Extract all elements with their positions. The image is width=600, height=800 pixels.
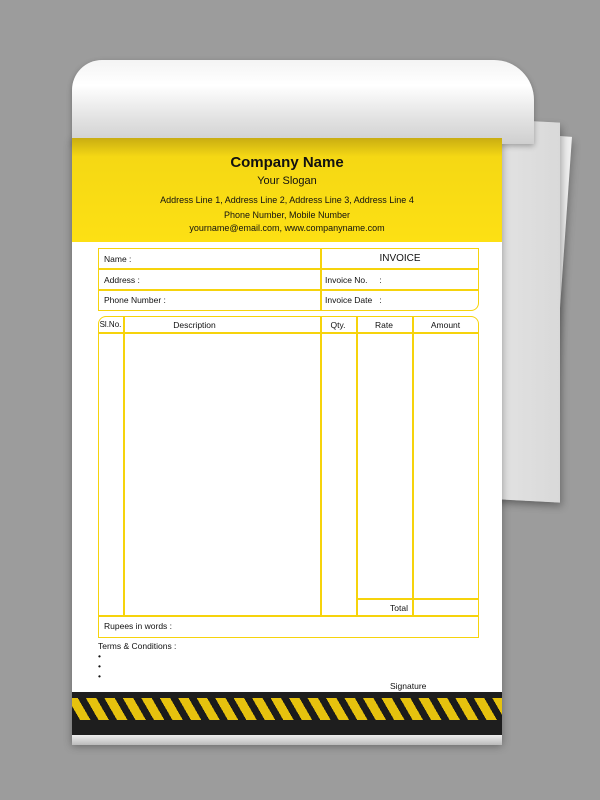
slogan: Your Slogan [257,175,317,187]
invoice-title: INVOICE [379,253,421,264]
signature-label: Signature [390,681,427,691]
col-description: Description [173,320,216,330]
divider [98,332,479,334]
divider [98,289,479,291]
invoice-no-label: Invoice No. : [325,275,382,285]
terms-bullet: • [98,651,101,661]
col-amount: Amount [430,320,461,330]
company-name: Company Name [230,154,344,171]
phone-line: Phone Number, Mobile Number [223,210,351,220]
invoice-date-label: Invoice Date : [325,295,382,305]
terms-label: Terms & Conditions : [98,641,177,651]
divider [98,268,479,270]
address-label: Address : [104,275,140,285]
col-qty: Qty. [330,320,346,330]
terms-bullet: • [98,671,101,681]
contact-line: yourname@email.com, www.companyname.com [189,223,385,233]
invoice-header [72,138,502,242]
divider [356,316,358,615]
page-curl [72,60,534,144]
col-slno: Sl.No. [99,320,122,329]
phone-label: Phone Number : [104,295,166,305]
divider [412,316,414,615]
col-rate: Rate [375,320,393,330]
address-line: Address Line 1, Address Line 2, Address Line 3, Address Line 4 [160,195,414,205]
divider [356,598,479,600]
divider [320,316,322,615]
stripes [72,698,502,720]
divider [123,316,125,615]
name-label: Name : [104,254,132,264]
pad-edge [72,735,502,745]
terms-bullet: • [98,661,101,671]
rupees-in-words-label: Rupees in words : [104,621,173,631]
total-label: Total [390,603,408,613]
items-table [98,316,479,638]
divider [98,615,479,617]
hazard-stripe-band [72,692,502,736]
